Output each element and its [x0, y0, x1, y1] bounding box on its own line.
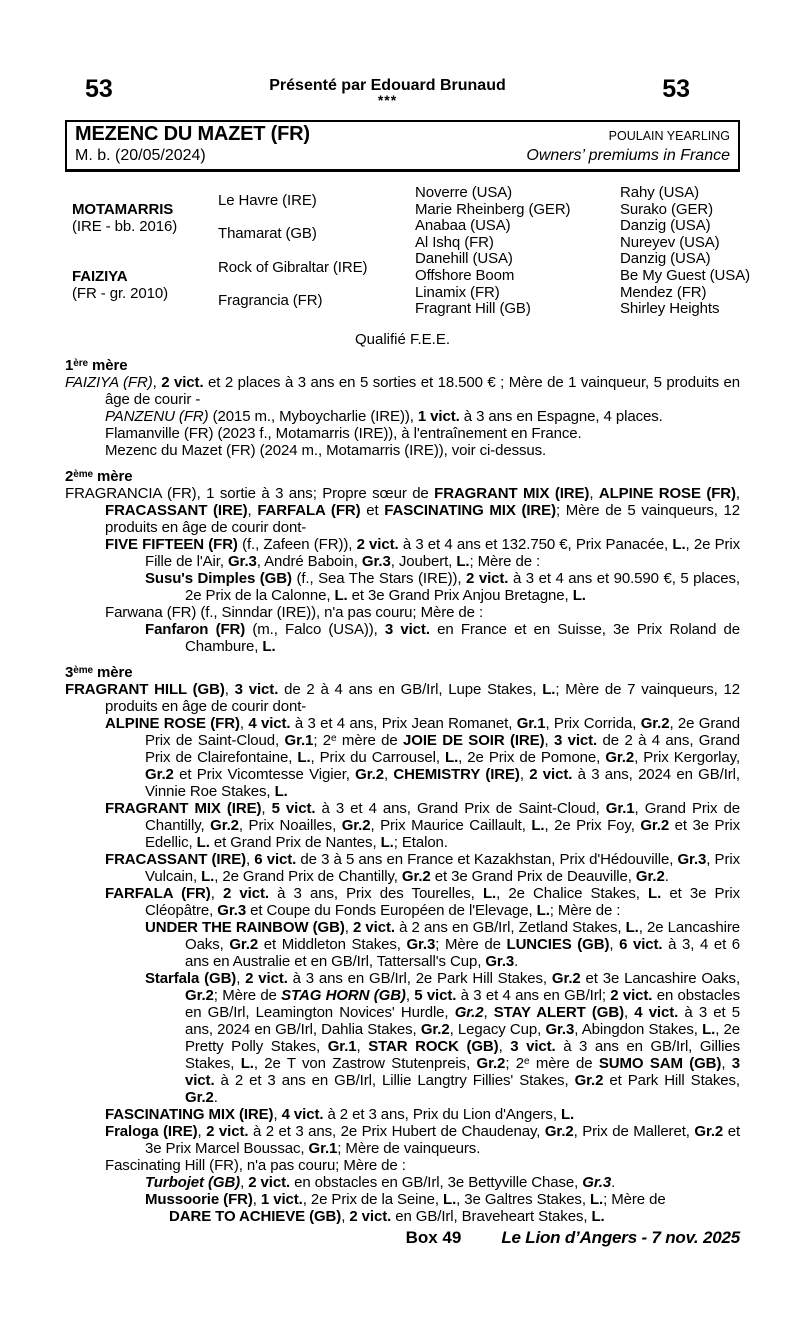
ancestor-name: Nureyev (USA) [620, 233, 720, 251]
pedigree-paragraph: FIVE FIFTEEN (FR) (f., Zafeen (FR)), 2 vict. à 3 et 4 ans et 132.750 €, Prix Panacée, L., 2e Prix Fille de l'Air, Gr.3, André Baboin, Gr.3, Joubert, L.; Mère de : [105, 535, 741, 570]
section-heading: 3ème mère [65, 663, 133, 681]
pedigree-paragraph: FARFALA (FR), 2 vict. à 3 ans, Prix des Tourelles, L., 2e Chalice Stakes, L. et 3e Prix Cléopâtre, Gr.3 et Coupe du Fonds Européen de l'Elevage, L.; Mère de : [105, 884, 740, 919]
title-box-row-1 [75, 123, 730, 146]
presenter-block [113, 76, 662, 106]
pedigree-paragraph: FRAGRANT HILL (GB), 3 vict. de 2 à 4 ans en GB/Irl, Lupe Stakes, L.; Mère de 7 vainqueurs, 12 produits en âge de courir dont- [65, 680, 740, 715]
pedigree-paragraph: Susu's Dimples (GB) (f., Sea The Stars (IRE)), 2 vict. à 3 et 4 ans et 90.590 €, 5 places, 2e Prix de la Calonne, L. et 3e Grand Prix Anjou Bretagne, L. [145, 569, 741, 604]
title-box [65, 120, 740, 172]
ancestor-name: Shirley Heights [620, 300, 720, 318]
pedigree-paragraph: Mezenc du Mazet (FR) (2024 m., Motamarris (IRE)), voir ci-dessus. [105, 441, 547, 459]
ancestor-name: Be My Guest (USA) [620, 266, 750, 284]
pedigree-paragraph: UNDER THE RAINBOW (GB), 2 vict. à 2 ans en GB/Irl, Zetland Stakes, L., 2e Lancashire Oaks, Gr.2 et Middleton Stakes, Gr.3; Mère de LUNCIES (GB), 6 vict. à 3, 4 et 6 ans en Australie et en GB/Irl, Tattersall's Cup, Gr.3. [145, 918, 741, 970]
pedigree-paragraph: Flamanville (FR) (2023 f., Motamarris (IRE)), à l'entraînement en France. [105, 424, 582, 442]
pedigree-paragraph: FRAGRANCIA (FR), 1 sortie à 3 ans; Propre sœur de FRAGRANT MIX (IRE), ALPINE ROSE (FR), FRACASSANT (IRE), FARFALA (FR) et FASCINATING MIX (IRE); Mère de 5 vainqueurs, 12 produits en âge de courir dont- [65, 484, 740, 536]
dam-block [65, 268, 218, 302]
pedigree-paragraph: Fascinating Hill (FR), n'a pas couru; Mère de : [105, 1156, 406, 1174]
pedigree-paragraph: FASCINATING MIX (IRE), 4 vict. à 2 et 3 ans, Prix du Lion d'Angers, L. [105, 1105, 575, 1123]
ancestor-name: Rahy (USA) [620, 184, 700, 201]
pedigree-paragraph: Fraloga (IRE), 2 vict. à 2 et 3 ans, 2e Prix Hubert de Chaudenay, Gr.2, Prix de Malleret, Gr.2 et 3e Prix Marcel Boussac, Gr.1; Mère de vainqueurs. [105, 1122, 741, 1157]
lot-number-left: 53 [85, 75, 113, 103]
sire-name: MOTAMARRIS [72, 201, 174, 219]
pedigree-paragraph: Mussoorie (FR), 1 vict., 2e Prix de la Seine, L., 3e Galtres Stakes, L.; Mère de [145, 1190, 666, 1208]
pedigree-paragraph: Fanfaron (FR) (m., Falco (USA)), 3 vict. en France et en Suisse, 3e Prix Roland de Chambure, L. [145, 620, 741, 655]
premiums-note: Owners’ premiums in France [526, 147, 730, 164]
pedigree-paragraph: Starfala (GB), 2 vict. à 3 ans en GB/Irl, 2e Park Hill Stakes, Gr.2 et 3e Lancashire Oaks, Gr.2; Mère de STAG HORN (GB), 5 vict. à 3 et 4 ans en GB/Irl; 2 vict. en obstacles en GB/Irl, Leamington Novices' Hurdle, Gr.2, STAY ALERT (GB), 4 vict. à 3 et 5 ans, 2024 en GB/Irl, Dahlia Stakes, Gr.2, Legacy Cup, Gr.3, Abingdon Stakes, L., 2e Pretty Polly Stakes, Gr.1, STAR ROCK (GB), 3 vict. à 3 ans en GB/Irl, Gillies Stakes, L., 2e T von Zastrow Stutenpreis, Gr.2; 2e mère de SUMO SAM (GB), 3 vict. à 2 et 3 ans en GB/Irl, Lillie Langtry Fillies' Stakes, Gr.2 et Park Hill Stakes, Gr.2. [145, 969, 741, 1106]
grandparent-name: Thamarat (GB) [218, 225, 317, 243]
section-heading: 2ème mère [65, 467, 133, 485]
stars-separator: *** [377, 92, 398, 108]
category-label: POULAIN YEARLING [608, 129, 730, 143]
footer-sale-venue-date: Le Lion d’Angers - 7 nov. 2025 [501, 1227, 740, 1247]
page-footer [65, 1228, 740, 1247]
lot-number-right: 53 [662, 75, 690, 103]
pedigree-paragraph: FAIZIYA (FR), 2 vict. et 2 places à 3 ans en 5 sorties et 18.500 € ; Mère de 1 vainqueur, 5 produits en âge de courir - [65, 373, 740, 408]
horse-birth-description: M. b. (20/05/2024) [75, 147, 206, 164]
ancestor-name: Noverre (USA) [415, 184, 513, 201]
page-header [65, 76, 740, 106]
pedigree-paragraph: Turbojet (GB), 2 vict. en obstacles en GB/Irl, 3e Bettyville Chase, Gr.3. [145, 1173, 616, 1191]
qualification-note: Qualifié F.E.E. [354, 330, 451, 348]
ancestor-name: Danzig (USA) [620, 217, 711, 235]
ancestor-name: Danehill (USA) [415, 250, 513, 268]
grandparent-name: Le Havre (IRE) [218, 192, 317, 210]
sire-block [65, 201, 218, 235]
ancestor-name: Surako (GER) [620, 200, 713, 218]
horse-name: MEZENC DU MAZET (FR) [75, 123, 310, 145]
grandparent-name: Rock of Gibraltar (IRE) [218, 258, 368, 276]
pedigree-text-sections [65, 348, 740, 1225]
ancestor-name: Marie Rheinberg (GER) [415, 200, 571, 218]
dam-detail: (FR - gr. 2010) [72, 284, 169, 302]
sire-detail: (IRE - bb. 2016) [72, 218, 178, 236]
dam-section-3 [65, 655, 740, 1225]
ancestor-name: Anabaa (USA) [415, 217, 511, 235]
ancestor-name: Linamix (FR) [415, 283, 500, 301]
ancestor-name: Fragrant Hill (GB) [415, 300, 531, 318]
footer-box-number: Box 49 [405, 1227, 462, 1247]
dam-name: FAIZIYA [72, 267, 128, 285]
grandparent-name: Fragrancia (FR) [218, 291, 323, 309]
pedigree-table [65, 184, 750, 318]
presenter-line: Présenté par Edouard Brunaud [269, 77, 506, 94]
ancestor-name: Al Ishq (FR) [415, 233, 494, 251]
section-heading: 1ère mère [65, 356, 128, 374]
dam-section-2 [65, 459, 740, 655]
pedigree-paragraph: DARE TO ACHIEVE (GB), 2 vict. en GB/Irl, Braveheart Stakes, L. [169, 1207, 605, 1225]
pedigree-paragraph: Farwana (FR) (f., Sinndar (IRE)), n'a pas couru; Mère de : [105, 603, 484, 621]
dam-section-1 [65, 348, 740, 459]
ancestor-name: Mendez (FR) [620, 283, 707, 301]
ancestor-name: Offshore Boom [415, 266, 515, 284]
pedigree-paragraph: FRAGRANT MIX (IRE), 5 vict. à 3 et 4 ans, Grand Prix de Saint-Cloud, Gr.1, Grand Prix de Chantilly, Gr.2, Prix Noailles, Gr.2, Prix Maurice Caillault, L., 2e Prix Foy, Gr.2 et 3e Prix Edellic, L. et Grand Prix de Nantes, L.; Etalon. [105, 799, 740, 851]
ancestor-name: Danzig (USA) [620, 250, 711, 268]
title-box-row-2 [75, 146, 730, 165]
pedigree-paragraph: PANZENU (FR) (2015 m., Myboycharlie (IRE)), 1 vict. à 3 ans en Espagne, 4 places. [105, 407, 663, 425]
pedigree-paragraph: ALPINE ROSE (FR), 4 vict. à 3 et 4 ans, Prix Jean Romanet, Gr.1, Prix Corrida, Gr.2, 2e Grand Prix de Saint-Cloud, Gr.1; 2e mère de JOIE DE SOIR (IRE), 3 vict. de 2 à 4 ans, Grand Prix de Clairefontaine, L., Prix du Carrousel, L., 2e Prix de Pomone, Gr.2, Prix Kergorlay, Gr.2 et Prix Vicomtesse Vigier, Gr.2, CHEMISTRY (IRE), 2 vict. à 3 ans, 2024 en GB/Irl, Vinnie Roe Stakes, L. [105, 714, 741, 800]
pedigree-paragraph: FRACASSANT (IRE), 6 vict. de 3 à 5 ans en France et Kazakhstan, Prix d'Hédouville, Gr.3, Prix Vulcain, L., 2e Grand Prix de Chantilly, Gr.2 et 3e Grand Prix de Deauville, Gr.2. [105, 850, 740, 885]
